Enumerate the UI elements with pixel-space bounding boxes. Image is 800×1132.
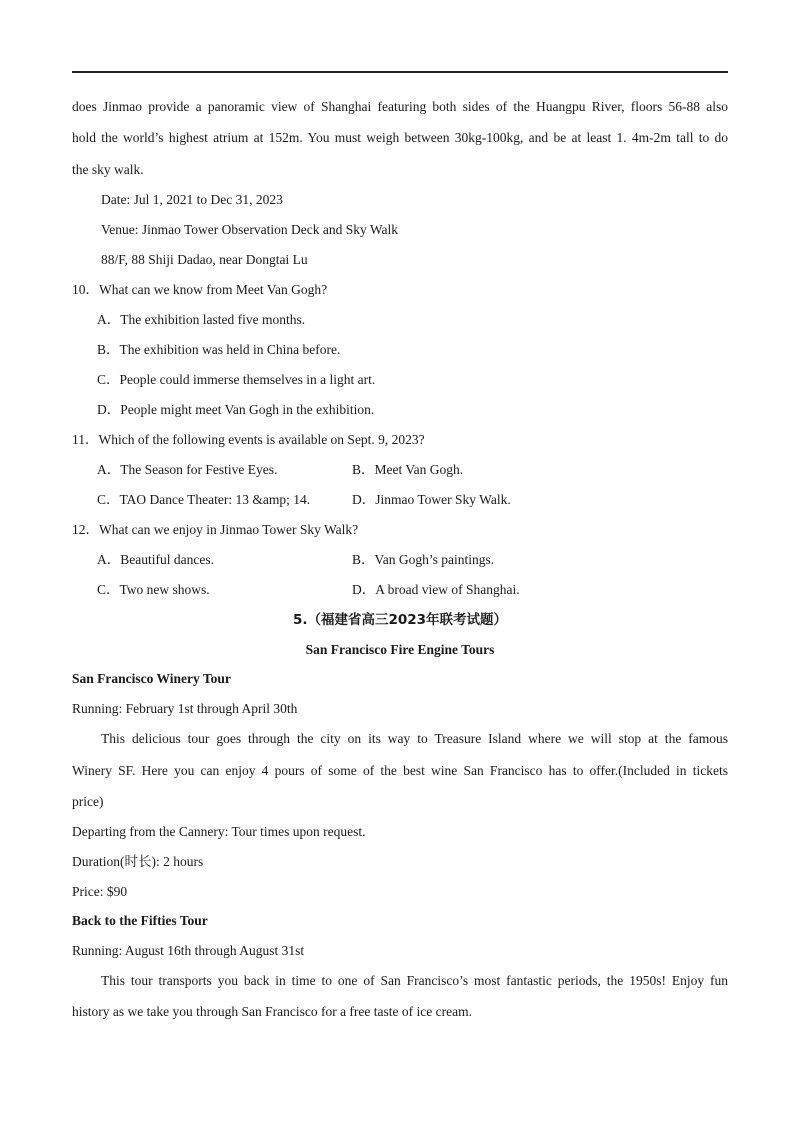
tour-1-name: San Francisco Winery Tour	[72, 671, 231, 686]
tour-1-desc-line-3: price)	[72, 794, 104, 809]
question-12-stem: 12．What can we enjoy in Jinmao Tower Sky Walk?	[72, 522, 359, 537]
question-11-option-d: D．Jinmao Tower Sky Walk.	[352, 492, 511, 507]
event-address: 88/F, 88 Shiji Dadao, near Dongtai Lu	[101, 252, 308, 267]
question-11-option-b: B．Meet Van Gogh.	[352, 462, 464, 477]
header-rule	[72, 71, 728, 73]
question-10-option-a: A．The exhibition lasted five months.	[97, 312, 306, 327]
passage-line-2: hold the world’s highest atrium at 152m. You must weigh between 30kg-100kg, and be at least 1. 4m-2m tall to do	[72, 130, 728, 145]
tour-1-departing: Departing from the Cannery: Tour times upon request.	[72, 824, 366, 839]
question-10-stem: 10．What can we know from Meet Van Gogh?	[72, 282, 328, 297]
tour-1-duration: Duration(时长): 2 hours	[72, 854, 204, 869]
question-11-option-a: A．The Season for Festive Eyes.	[97, 462, 278, 477]
question-10-option-d: D．People might meet Van Gogh in the exhibition.	[97, 402, 375, 417]
event-venue: Venue: Jinmao Tower Observation Deck and Sky Walk	[101, 222, 399, 237]
tour-1-running: Running: February 1st through April 30th	[72, 701, 298, 716]
tour-1-desc-line-1: This delicious tour goes through the city on its way to Treasure Island where we will stop at the famous	[101, 731, 728, 746]
tour-1-desc-line-2: Winery SF. Here you can enjoy 4 pours of some of the best wine San Francisco has to offer.(Included in tickets	[72, 763, 728, 778]
question-11-option-c: C．TAO Dance Theater: 13 &amp; 14.	[97, 492, 311, 507]
tour-2-desc-line-1: This tour transports you back in time to one of San Francisco’s most fantastic periods, the 1950s! Enjoy fun	[101, 973, 728, 988]
question-10-option-b: B．The exhibition was held in China before.	[97, 342, 341, 357]
question-12-option-b: B．Van Gogh’s paintings.	[352, 552, 495, 567]
section-5-heading: 5.（福建省高三2023年联考试题）	[292, 612, 508, 628]
question-10-option-c: C．People could immerse themselves in a light art.	[97, 372, 376, 387]
question-12-option-a: A．Beautiful dances.	[97, 552, 214, 567]
passage-line-3: the sky walk.	[72, 162, 144, 177]
tour-1-price: Price: $90	[72, 884, 128, 899]
tour-2-desc-line-2: history as we take you through San Francisco for a free taste of ice cream.	[72, 1004, 472, 1019]
question-11-stem: 11．Which of the following events is available on Sept. 9, 2023?	[72, 432, 425, 447]
passage-line-1: does Jinmao provide a panoramic view of Shanghai featuring both sides of the Huangpu River, floors 56-88 also	[72, 99, 728, 114]
tour-2-running: Running: August 16th through August 31st	[72, 943, 305, 958]
tour-2-name: Back to the Fifties Tour	[72, 913, 208, 928]
event-date: Date: Jul 1, 2021 to Dec 31, 2023	[101, 192, 283, 207]
section-5-title: San Francisco Fire Engine Tours	[305, 642, 495, 657]
question-12-option-c: C．Two new shows.	[97, 582, 210, 597]
question-12-option-d: D．A broad view of Shanghai.	[352, 582, 520, 597]
